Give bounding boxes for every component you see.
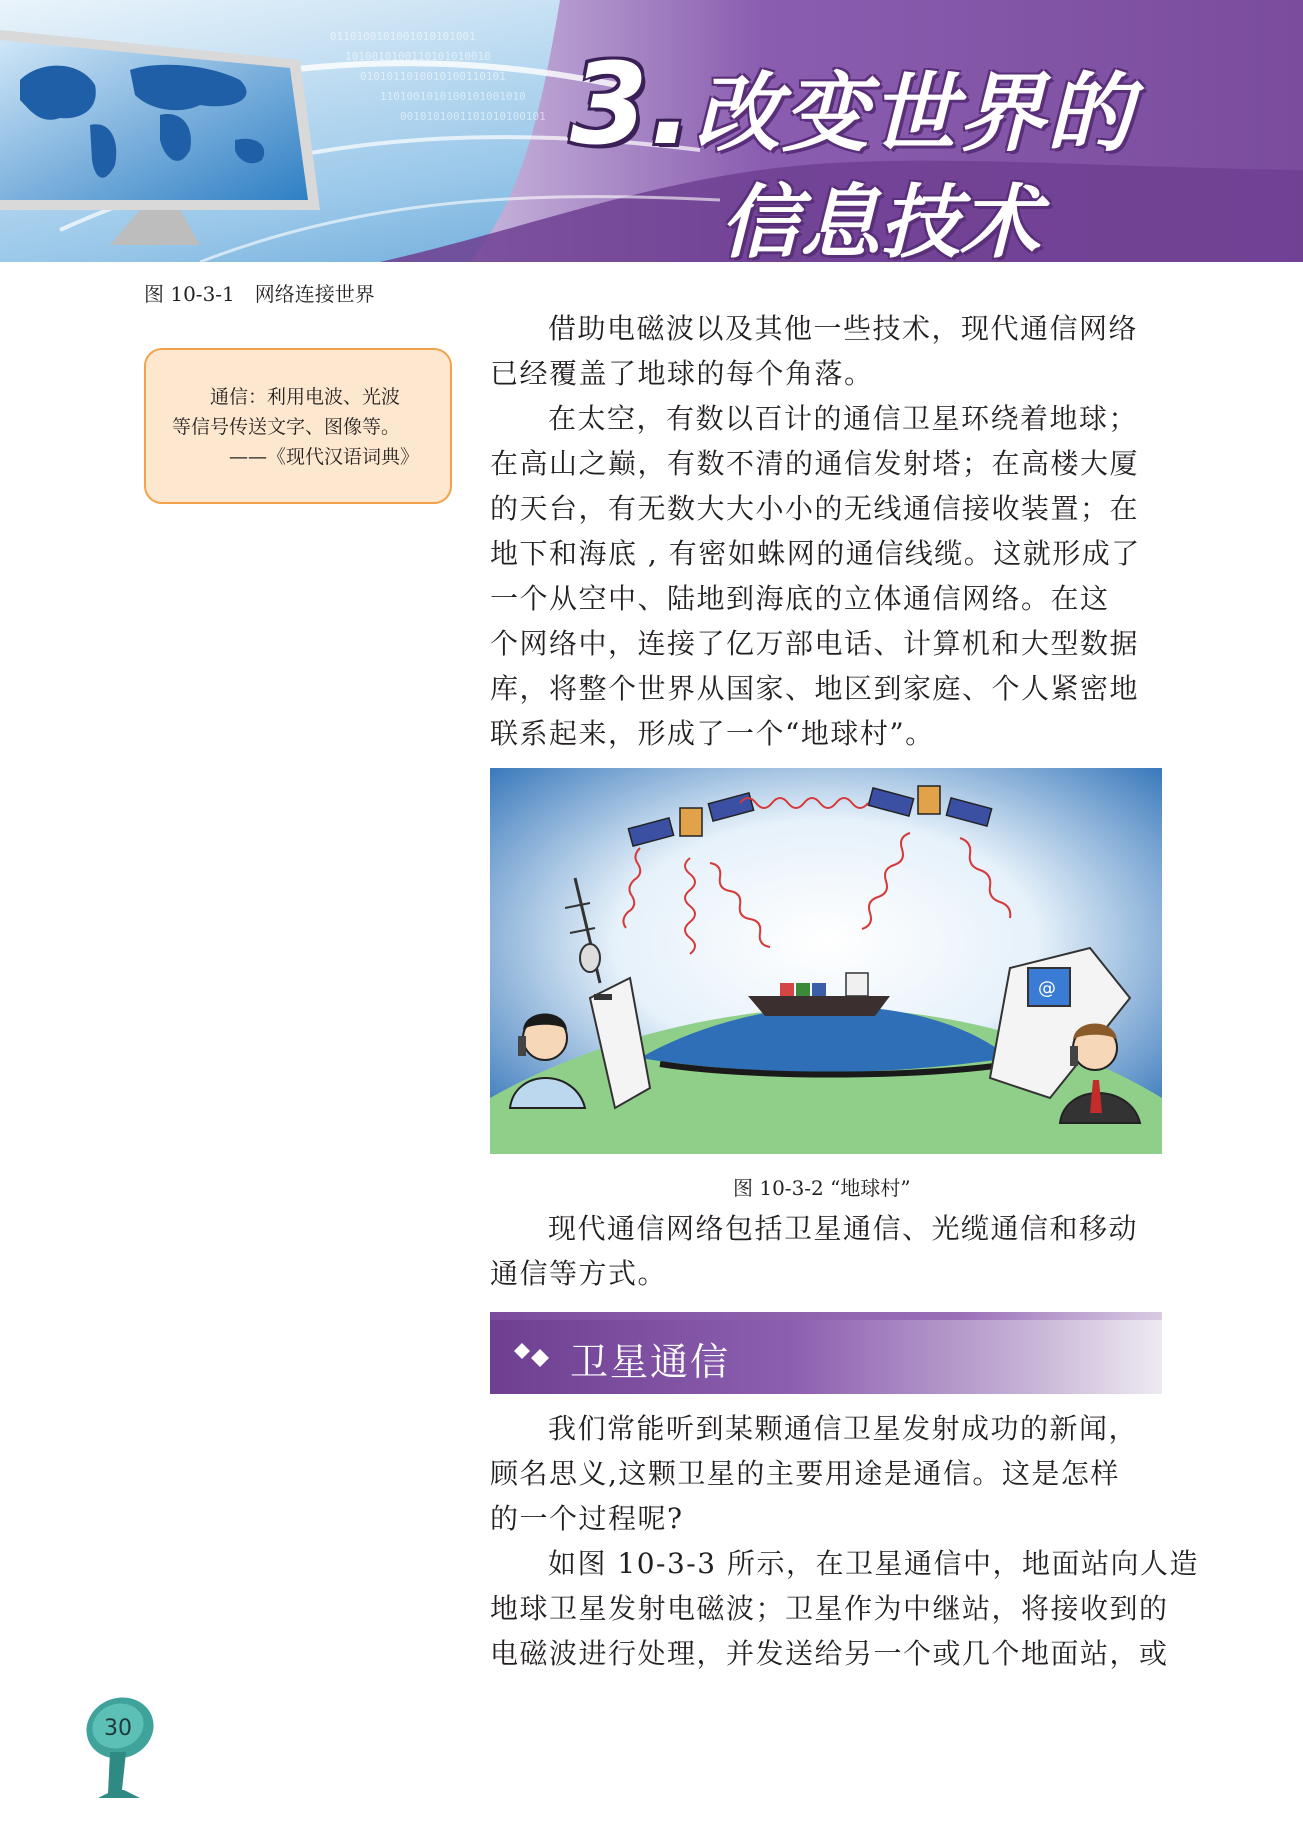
text-line: 个网络中，连接了亿万部电话、计算机和大型数据 xyxy=(490,627,1140,660)
section-title: 卫星通信 xyxy=(570,1340,731,1384)
text-line: 的一个过程呢? xyxy=(490,1502,684,1535)
svg-text:@: @ xyxy=(1038,978,1056,999)
text-line: 在高山之巅，有数不清的通信发射塔；在高楼大厦 xyxy=(490,447,1140,480)
text-line: 顾名思义,这颗卫星的主要用途是通信。这是怎样 xyxy=(490,1457,1120,1490)
section-heading xyxy=(490,1312,1162,1394)
satellite-dish-page-icon xyxy=(80,1690,160,1800)
figure-2-caption: 图 10-3-2 “地球村” xyxy=(733,1176,911,1200)
diamond-bullet-icon xyxy=(512,1340,562,1370)
chapter-banner xyxy=(0,0,1303,262)
figure-1-caption: 图 10-3-1 网络连接世界 xyxy=(144,282,375,306)
chapter-number: 3. xyxy=(570,40,695,170)
svg-text:0101011010010100110101: 0101011010010100110101 xyxy=(360,70,506,83)
section-heading-rule xyxy=(490,1312,1162,1320)
text-line: 地下和海底 , 有密如蛛网的通信线缆。这就形成了 xyxy=(490,537,1141,570)
text-line: 库，将整个世界从国家、地区到家庭、个人紧密地 xyxy=(490,672,1140,705)
global-village-image xyxy=(490,768,1162,1154)
chapter-title xyxy=(570,40,1290,260)
text-line: 在太空，有数以百计的通信卫星环绕着地球； xyxy=(548,402,1139,435)
svg-text:0010101001101010100101: 0010101001101010100101 xyxy=(400,110,546,123)
note-line-1: 通信：利用电波、光波 xyxy=(210,386,401,408)
chapter-title-line2: 信息技术 xyxy=(720,176,1040,262)
svg-text:0110100101001010101001: 0110100101001010101001 xyxy=(330,30,476,43)
svg-text:1010010100110101010010: 1010010100110101010010 xyxy=(345,50,491,63)
text-line: 现代通信网络包括卫星通信、光缆通信和移动 xyxy=(548,1212,1139,1245)
text-line: 通信等方式。 xyxy=(490,1257,668,1290)
note-source: ——《现代汉语词典》 xyxy=(229,446,420,468)
text-line: 我们常能听到某颗通信卫星发射成功的新闻， xyxy=(548,1412,1139,1445)
text-line: 一个从空中、陆地到海底的立体通信网络。在这 xyxy=(490,582,1110,615)
definition-note-box xyxy=(144,348,452,504)
text-line: 已经覆盖了地球的每个角落。 xyxy=(490,357,874,390)
paragraph-2 xyxy=(490,396,1166,756)
paragraph-4 xyxy=(490,1406,1166,1541)
paragraph-1 xyxy=(490,306,1166,396)
page-number: 30 xyxy=(104,1716,132,1741)
global-village-illustration xyxy=(490,768,1162,1154)
text-line: 地球卫星发射电磁波；卫星作为中继站，将接收到的 xyxy=(490,1592,1169,1625)
text-line: 电磁波进行处理，并发送给另一个或几个地面站，或 xyxy=(490,1637,1169,1670)
text-line: 联系起来，形成了一个“地球村”。 xyxy=(490,717,935,750)
note-line-2: 等信号传送文字、图像等。 xyxy=(172,416,401,438)
text-line: 如图 10-3-3 所示，在卫星通信中，地面站向人造 xyxy=(548,1547,1199,1580)
chapter-title-text: 改变世界的 xyxy=(694,64,1135,164)
svg-text:1101001010100101001010: 1101001010100101001010 xyxy=(380,90,526,103)
paragraph-3 xyxy=(490,1206,1166,1296)
paragraph-5 xyxy=(490,1541,1199,1676)
chapter-title-line1 xyxy=(570,40,1134,170)
text-line: 借助电磁波以及其他一些技术，现代通信网络 xyxy=(548,312,1139,345)
text-line: 的天台，有无数大大小小的无线通信接收装置；在 xyxy=(490,492,1140,525)
